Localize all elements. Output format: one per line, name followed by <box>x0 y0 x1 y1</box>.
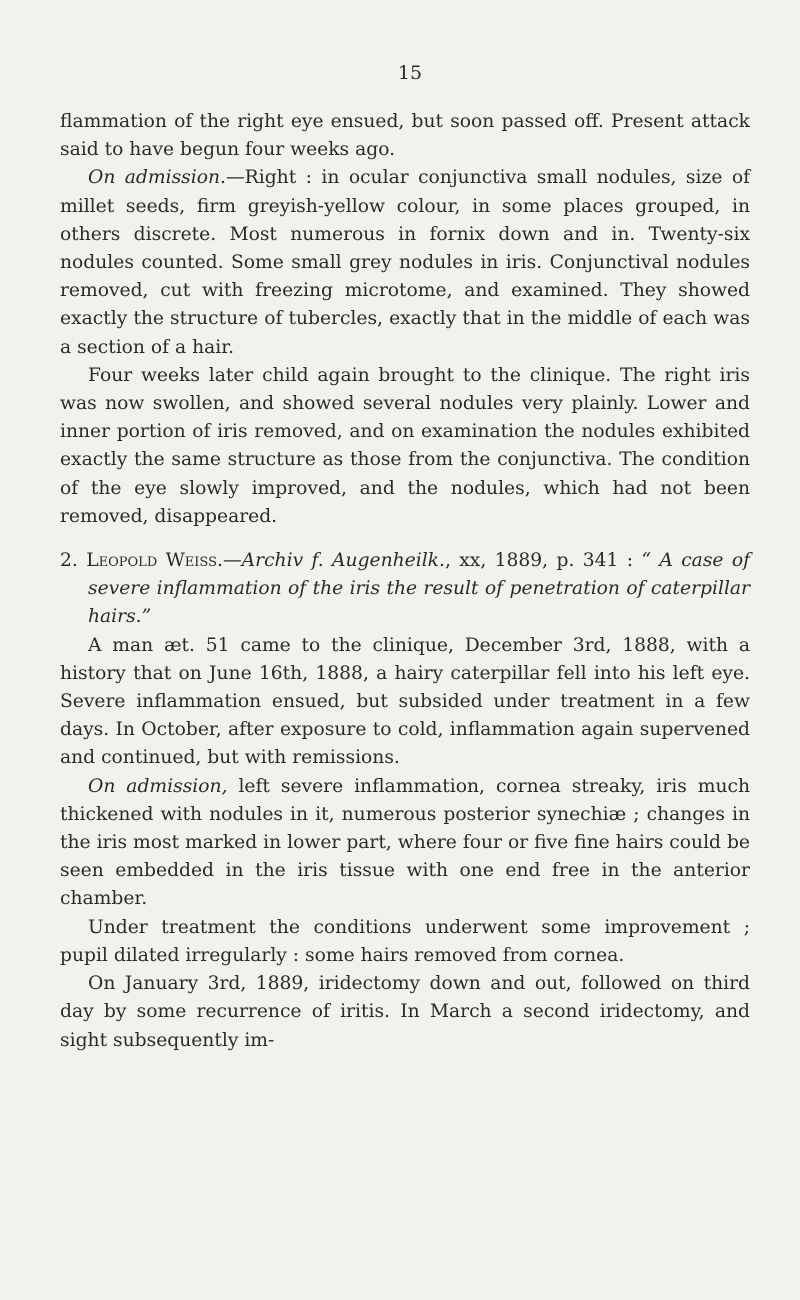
reference-title: “ A case of severe inflammation of the iris the result of penetration of caterpillar hairs.” <box>88 550 750 628</box>
body-text <box>60 108 750 1055</box>
paragraph-followup: Four weeks later child again brought to the clinique. The right iris was now swollen, and showed several nodules very plainly. Lower and inner portion of iris removed, and on examination the nodules exhibited exactly the same structure as those from the conjunctiva. The condition of the eye slowly improved, and the nodules, which had not been removed, disappeared. <box>60 364 750 527</box>
page-number: 15 <box>397 62 423 84</box>
reference-number: 2. <box>60 550 78 572</box>
paragraph-treatment: Under treatment the conditions underwent some improvement ; pupil dilated irregularly : some hairs removed from cornea. <box>60 916 750 966</box>
paragraph-case-history: A man æt. 51 came to the clinique, December 3rd, 1888, with a history that on June 16th, 1888, a hairy caterpillar fell into his left eye. Severe inflammation ensued, but subsided under treatment in a few days. In October, after exposure to cold, inflammation again supervened and continued, but with remissions. <box>60 634 750 769</box>
reference-entry <box>60 547 750 632</box>
reference-details: , xx, 1889, p. 341 : <box>444 550 642 572</box>
admission-body-2: left severe inflammation, cornea streaky, iris much thickened with nodules in it, numerous posterior synechiæ ; changes in the iris most marked in lower part, where four or five fine hairs could be seen embedded in the iris tissue with one end free in the anterior chamber. <box>60 775 750 910</box>
reference-author: Leopold Weiss. <box>86 550 223 572</box>
paragraph-continuation: flammation of the right eye ensued, but soon passed off. Present attack said to have begun four weeks ago. <box>60 111 750 161</box>
reference-journal: —Archiv f. Augenheilk. <box>222 550 445 572</box>
paragraph-admission-1 <box>60 164 750 361</box>
admission-body: —Right : in ocular conjunctiva small nodules, size of millet seeds, firm greyish-yellow colour, in some places grouped, in others discrete. Most numerous in fornix down and in. Twenty-six nodules counted. Some small grey nodules in iris. Conjunctival nodules removed, cut with freezing microtome, and examined. They showed exactly the structure of tubercles, exactly that in the middle of each was a section of a hair. <box>60 167 750 358</box>
admission-lead: On admission. <box>88 167 226 189</box>
paragraph-admission-2 <box>60 773 750 914</box>
paragraph-iridectomy: On January 3rd, 1889, iridectomy down and out, followed on third day by some recurrence of iritis. In March a second iridectomy, and sight subsequently im- <box>60 973 750 1051</box>
admission-lead-2: On admission, <box>88 775 228 797</box>
book-page <box>60 0 760 1300</box>
